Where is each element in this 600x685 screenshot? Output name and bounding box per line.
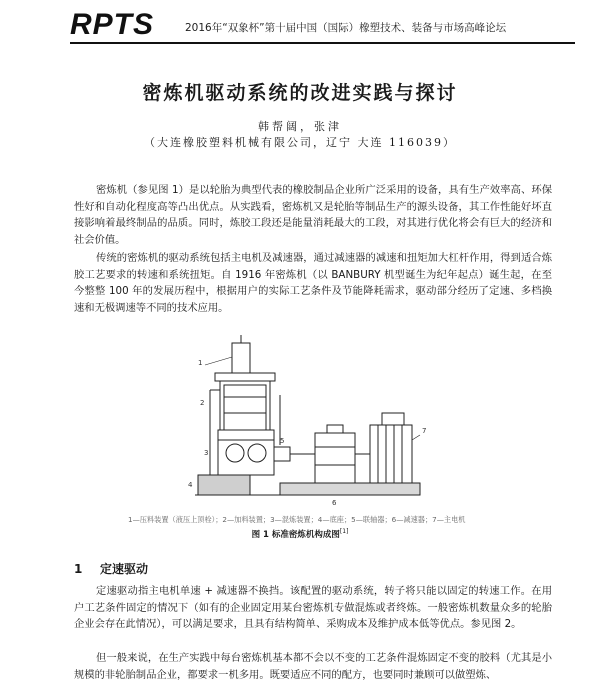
label-6: 6 — [332, 499, 337, 507]
feed-hopper — [224, 385, 266, 430]
label-4: 4 — [188, 481, 193, 489]
section-heading — [74, 560, 148, 577]
internal-mixer-figure — [120, 335, 480, 515]
main-motor — [370, 425, 412, 483]
section1-paragraph-1: 定速驱动指主电机单速 + 减速器不换挡。该配置的驱动系统，转子将只能以固定的转速工作。在用户工艺条件固定的情况下（如有的企业固定用某台密炼机专做混炼或者终炼。一般密炼机数量众多的轮胎企业会存在此情况），可以满足要求，且具有结构简单、采购成本及维护成本低等优点。参见图 2。 — [74, 585, 552, 631]
rpts-logo: RPTS — [70, 8, 155, 41]
figure-caption — [0, 528, 600, 540]
figure-caption-text: 图 1 标准密炼机构成图 — [251, 530, 340, 540]
label-1: 1 — [198, 359, 203, 367]
paper-title: 密炼机驱动系统的改进实践与探讨 — [142, 82, 458, 104]
ram-cylinder — [232, 343, 250, 373]
header-rule — [70, 42, 575, 44]
figure-parts-legend: 1—压料装置（液压上顶栓）；2—加料装置；3—混炼装置；4—底座；5—联轴器；6—减速器；7—主电机 — [128, 515, 466, 524]
foundation-left — [198, 475, 250, 495]
figure-caption-ref: [1] — [339, 528, 349, 536]
coupling — [274, 447, 290, 461]
intro-paragraph-2: 传统的密炼机的驱动系统包括主电机及减速器，通过减速器的减速和扭矩加大杠杆作用，得到适合炼胶工艺要求的转速和系统扭矩。自 1916 年密炼机（以 BANBURY 机型诞生为纪年起点）诞生起，在至今整整 100 年的发展历程中，根据用户的实际工艺条件及节能降耗需求，驱动部分经历了定速、多档换速和无极调速等不同的技术应用。 — [74, 252, 552, 314]
label-2: 2 — [200, 399, 205, 407]
label-3: 3 — [204, 449, 209, 457]
foundation-right — [280, 483, 420, 495]
paper-affiliation: （大连橡胶塑料机械有限公司，辽宁 大连 116039） — [144, 136, 456, 149]
section-title: 定速驱动 — [100, 562, 149, 576]
reducer — [315, 433, 355, 483]
conference-title: 2016年“双象杯”第十届中国（国际）橡塑技术、装备与市场高峰论坛 — [185, 22, 507, 34]
section-number: 1 — [74, 562, 83, 576]
label-7: 7 — [422, 427, 427, 435]
paper-authors: 韩帮阔，张津 — [258, 120, 342, 133]
page-header — [0, 0, 600, 46]
label-5: 5 — [280, 437, 285, 445]
intro-paragraph-1: 密炼机（参见图 1）是以轮胎为典型代表的橡胶制品企业所广泛采用的设备，具有生产效率高、环保性好和自动化程度高等凸出优点。从实践看，密炼机又是轮胎等制品生产的源头设备，其工作性能好坏直接影响着最终制品的品质。同时，炼胶工段还是能量消耗最大的工段，对其进行优化将会有巨大的经济和社会价值。 — [74, 184, 552, 246]
section1-paragraph-2: 但一般来说，在生产实践中每台密炼机基本都不会以不变的工艺条件混炼固定不变的胶料（尤其是小规模的非轮胎制品企业，都要求一机多用。既要适应不同的配方，也要同时兼顾可以做塑炼、 — [74, 652, 552, 681]
